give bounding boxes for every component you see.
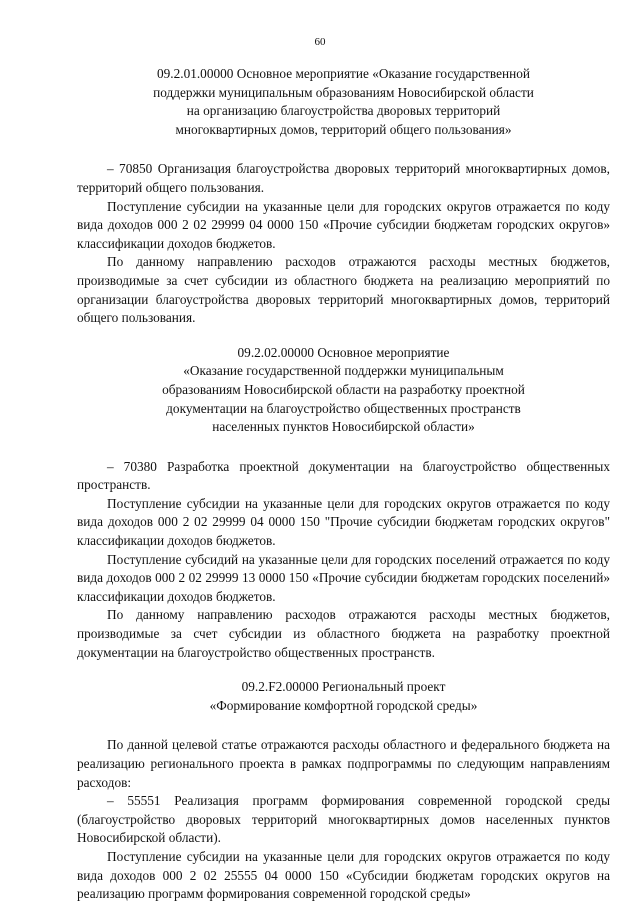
heading-line: 09.2.02.00000 Основное мероприятие bbox=[237, 344, 450, 360]
heading-line: поддержки муниципальным образованиям Новосибирской области bbox=[153, 84, 534, 100]
section-heading-1 bbox=[77, 65, 610, 139]
heading-line: документации на благоустройство общественных пространств bbox=[166, 400, 521, 416]
paragraph: Поступление субсидии на указанные цели для городских округов отражается по коду вида доходов 000 2 02 29999 04 0000 150 "Прочие субсидии бюджетам городских округов" классификации доходов бюджетов. bbox=[77, 495, 610, 549]
heading-line: населенных пунктов Новосибирской области» bbox=[212, 419, 475, 435]
paragraph: По данному направлению расходов отражаются расходы местных бюджетов, производимые за счет субсидии из областного бюджета на реализацию мероприятий по организации благоустройства дворовых территорий многоквартирных домов, территорий общего пользования. bbox=[77, 254, 610, 326]
heading-line: на организацию благоустройства дворовых территорий bbox=[186, 103, 501, 119]
paragraph: По данному направлению расходов отражаются расходы местных бюджетов, производимые за счет субсидии из областного бюджета на разработку проектной документации на благоустройство общественных пространств. bbox=[77, 607, 610, 660]
paragraph: Поступление субсидии на указанные цели для городских округов отражается по коду вида доходов 000 2 02 25555 04 0000 150 «Субсидии бюджетам городских округов на реализацию программ формирования современной городской среды» bbox=[77, 848, 610, 902]
section-heading-2 bbox=[77, 344, 610, 437]
paragraph: – 70850 Организация благоустройства дворовых территорий многоквартирных домов, территорий общего пользования. bbox=[77, 161, 610, 195]
heading-line: «Оказание государственной поддержки муниципальным bbox=[183, 363, 504, 379]
paragraph: Поступление субсидий на указанные цели для городских поселений отражается по коду вида доходов 000 2 02 29999 13 0000 150 «Прочие субсидии бюджетам городских поселений» классификации доходов бюджетов. bbox=[77, 551, 610, 604]
paragraph: Поступление субсидии на указанные цели для городских округов отражается по коду вида доходов 000 2 02 29999 04 0000 150 «Прочие субсидии бюджетам городских округов» классификации доходов бюджетов. bbox=[77, 198, 610, 251]
document-body bbox=[77, 65, 610, 904]
page-number: 60 bbox=[314, 36, 326, 48]
heading-line: образованиям Новосибирской области на разработку проектной bbox=[162, 381, 525, 397]
paragraph: По данной целевой статье отражаются расходы областного и федерального бюджета на реализацию регионального проекта в рамках подпрограммы по следующим направлениям расходов: bbox=[77, 737, 610, 790]
heading-line: 09.2.01.00000 Основное мероприятие «Оказание государственной bbox=[156, 66, 531, 81]
paragraph: – 70380 Разработка проектной документации на благоустройство общественных пространств. bbox=[77, 458, 610, 493]
heading-line: «Формирование комфортной городской среды» bbox=[209, 697, 478, 713]
paragraph: – 55551 Реализация программ формирования современной городской среды (благоустройство дворовых территорий многоквартирных домов населенных пунктов Новосибирской области). bbox=[77, 793, 610, 846]
heading-line: многоквартирных домов, территорий общего пользования» bbox=[175, 121, 512, 137]
heading-line: 09.2.F2.00000 Региональный проект bbox=[241, 679, 446, 695]
section-heading-3 bbox=[77, 678, 610, 715]
